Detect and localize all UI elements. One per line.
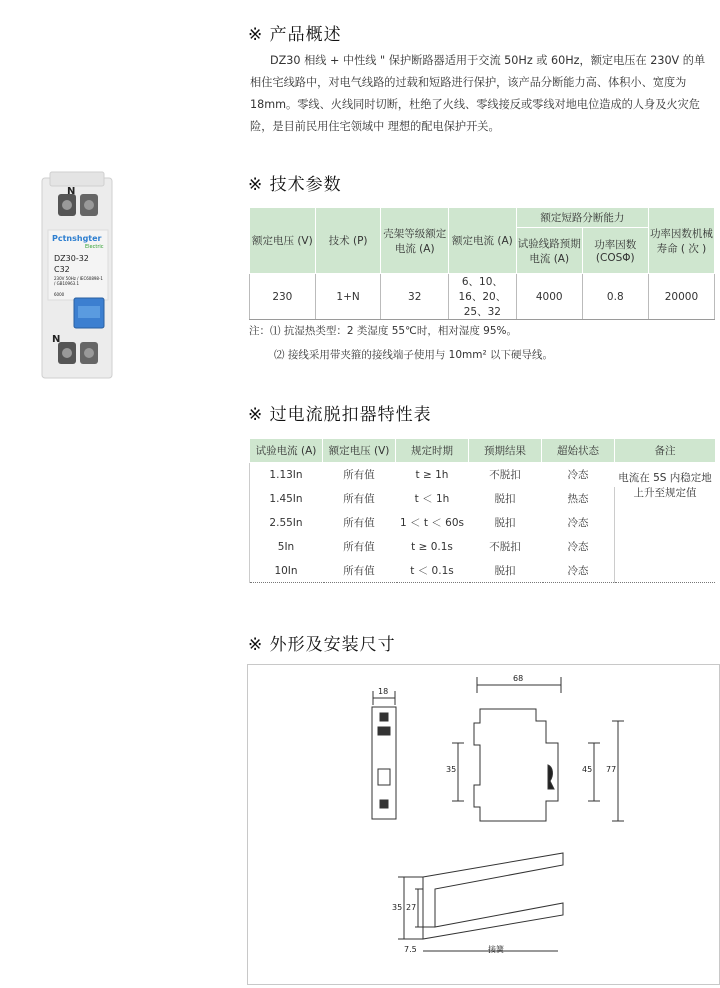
th-breaking: 额定短路分断能力 [516, 208, 648, 228]
note-1: 注：⑴ 抗湿热类型：2 类湿度 55℃时，相对湿度 95%。 [249, 325, 518, 337]
th-test-current: 试验线路预期电流 (A) [516, 228, 582, 274]
trip-th-5: 备注 [615, 439, 716, 463]
th-voltage: 额定电压 (V) [250, 208, 316, 274]
terminal-bottom-label: N [52, 334, 61, 345]
trip-cell: 热态 [542, 487, 615, 511]
spec-label: 230V 50Hz / IEC60898-1 / GB10963.1 [54, 276, 103, 286]
th-current: 额定电流 (A) [448, 208, 516, 274]
trip-cell: 脱扣 [469, 559, 542, 583]
trip-cell: 不脱扣 [469, 535, 542, 559]
th-life: 功率因数机械寿命 ( 次 ) [648, 208, 714, 274]
th-power-factor: 功率因数 (COSΦ) [582, 228, 648, 274]
th-frame: 壳架等级额定电流 (A) [381, 208, 448, 274]
number-label: 6000 [54, 292, 65, 297]
dim-rail-inner: 27 [406, 903, 417, 912]
td-power-factor: 0.8 [582, 274, 648, 320]
note-2: ⑵ 接线采用带夹箍的接线端子使用与 10mm² 以下硬导线。 [274, 349, 554, 361]
dim-total-height: 77 [606, 765, 617, 774]
trip-cell: 1.45In [250, 487, 323, 511]
overview-paragraph: DZ30 相线 + 中性线 " 保护断路器适用于交流 50Hz 或 60Hz，额定电压在 230V 的单相住宅线路中，对电气线路的过载和短路进行保护，该产品分断能力高、体积小、宽度为 18mm。零线、火线同时切断，杜绝了火线、零线接反或零线对地电位造成的人身及火灾危险，是目前民用住宅领域中 理想的配电保护开关。 [250, 54, 706, 133]
dim-rail-outer: 35 [392, 903, 403, 912]
trip-cell: 所有值 [323, 511, 396, 535]
td-frame: 32 [381, 274, 448, 320]
trip-title: ※ 过电流脱扣器特性表 [248, 405, 432, 425]
trip-cell: 5In [250, 535, 323, 559]
product-image [30, 170, 125, 385]
trip-th-2: 规定时期 [396, 439, 469, 463]
tech-title: ※ 技术参数 [248, 175, 342, 195]
trip-cell: 1 ＜ t ＜ 60s [396, 511, 469, 535]
dim-mid-height: 45 [582, 765, 593, 774]
td-voltage: 230 [250, 274, 316, 320]
tech-table [249, 207, 715, 320]
trip-cell: 冷态 [542, 463, 615, 487]
trip-cell: 所有值 [323, 463, 396, 487]
trip-cell: 1.13In [250, 463, 323, 487]
trip-cell: 所有值 [323, 487, 396, 511]
td-test-current: 4000 [516, 274, 582, 320]
dim-rail-label: 接簧 [488, 945, 504, 954]
trip-cell: 所有值 [323, 559, 396, 583]
trip-cell: 2.55In [250, 511, 323, 535]
dim-front-height: 35 [446, 765, 457, 774]
dim-depth: 68 [513, 674, 524, 683]
trip-cell: 冷态 [542, 559, 615, 583]
td-poles: 1+N [315, 274, 381, 320]
model-label: DZ30-32 [54, 254, 89, 263]
td-life: 20000 [648, 274, 714, 320]
trip-cell: t ≥ 1h [396, 463, 469, 487]
td-current: 6、10、16、20、25、32 [448, 274, 516, 320]
trip-cell: 脱扣 [469, 487, 542, 511]
dim-width: 18 [378, 687, 389, 696]
trip-cell: t ＜ 1h [396, 487, 469, 511]
rating-label: C32 [54, 265, 70, 274]
trip-th-3: 预期结果 [469, 439, 542, 463]
th-poles: 技术 (P) [315, 208, 381, 274]
terminal-top-label: N [67, 186, 76, 197]
dimensions-title: ※ 外形及安装尺寸 [248, 635, 396, 655]
dim-rail-flange: 7.5 [404, 945, 417, 954]
overview-title: ※ 产品概述 [248, 25, 342, 45]
trip-cell: t ≥ 0.1s [396, 535, 469, 559]
trip-cell: 冷态 [542, 535, 615, 559]
trip-table [249, 438, 716, 583]
trip-th-1: 额定电压 (V) [323, 439, 396, 463]
brand-sub-label: Electric [85, 244, 104, 250]
brand-label: Pctnshgter [52, 234, 102, 243]
trip-th-0: 试验电流 (A) [250, 439, 323, 463]
trip-cell: 不脱扣 [469, 463, 542, 487]
trip-cell: 冷态 [542, 511, 615, 535]
trip-th-4: 超始状态 [542, 439, 615, 463]
trip-remark: 电流在 5S 内稳定地上升至规定值 [615, 463, 716, 583]
trip-cell: t ＜ 0.1s [396, 559, 469, 583]
trip-cell: 10In [250, 559, 323, 583]
dimension-drawing [247, 664, 720, 985]
trip-cell: 所有值 [323, 535, 396, 559]
trip-cell: 脱扣 [469, 511, 542, 535]
